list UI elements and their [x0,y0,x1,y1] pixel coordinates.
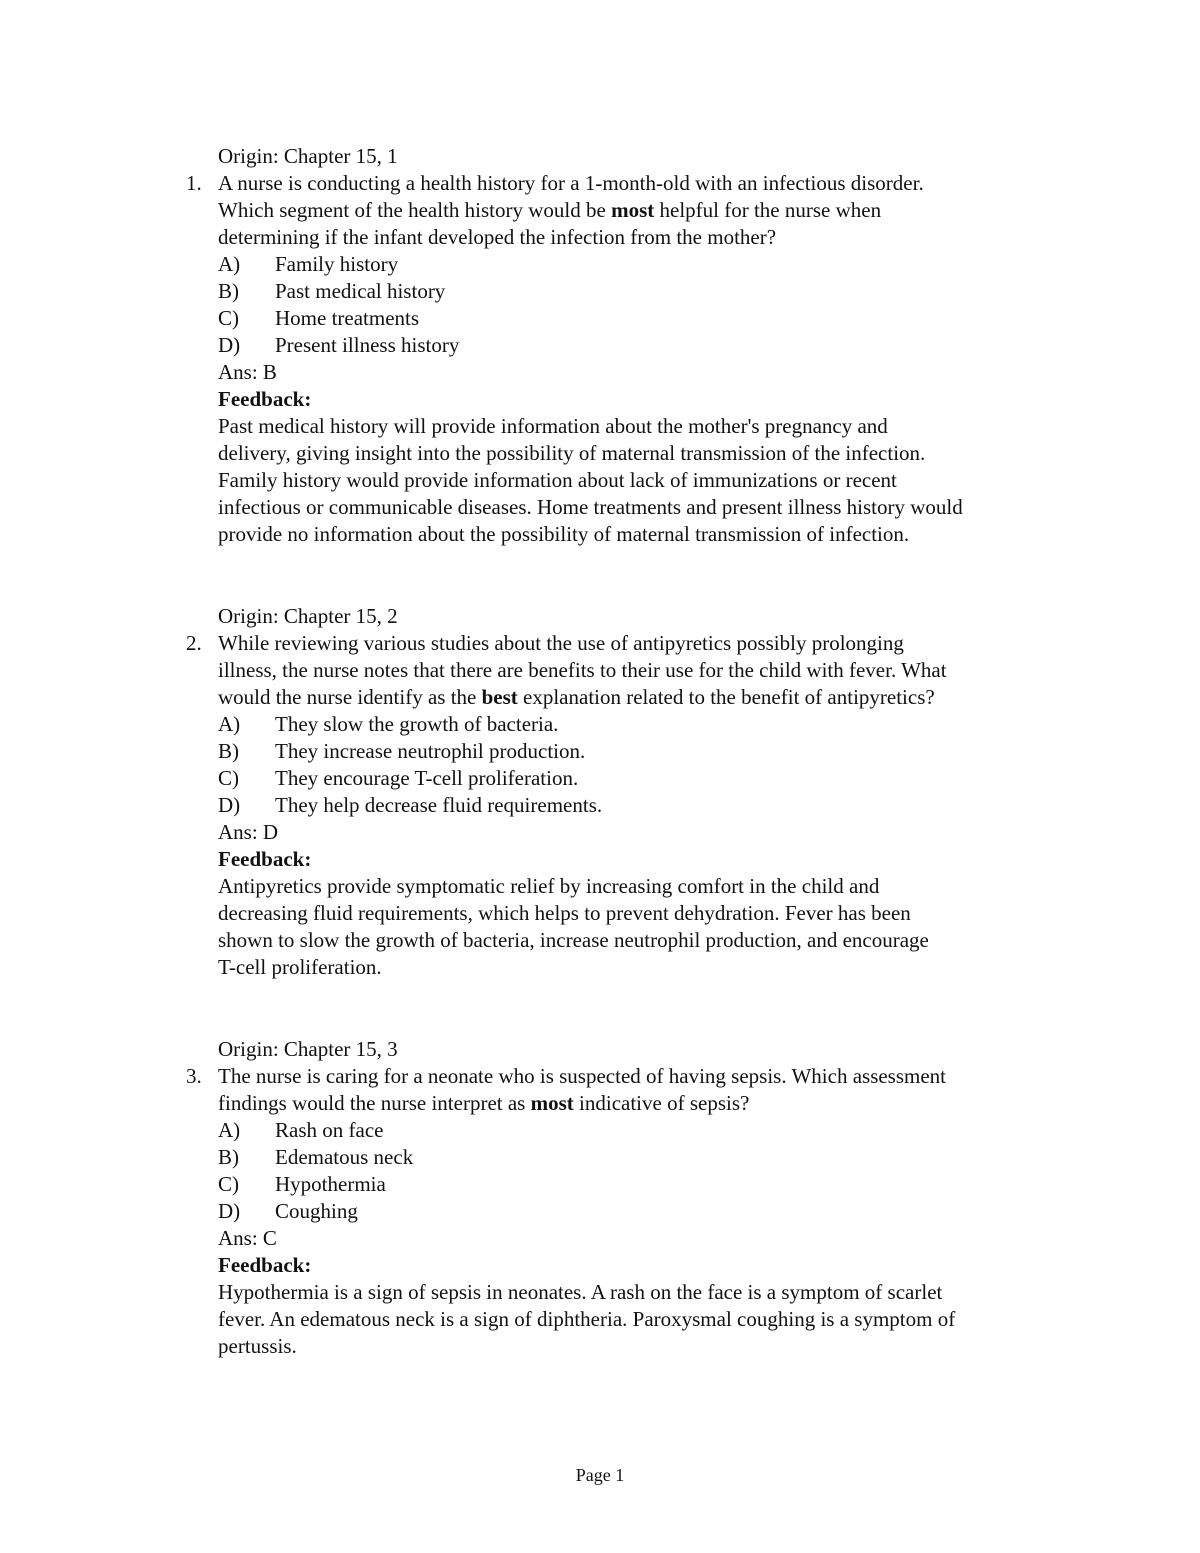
feedback-line: Family history would provide information about lack of immunizations or recent [218,468,897,492]
stem-line: The nurse is caring for a neonate who is suspected of having sepsis. Which assessment [218,1064,947,1088]
option-text: Home treatments [275,306,420,330]
feedback-label: Feedback: [218,387,312,411]
option-a [218,1117,1018,1144]
feedback-line: shown to slow the growth of bacteria, increase neutrophil production, and encourage [218,928,929,952]
option-d [218,1198,1018,1225]
option-letter: D) [218,793,241,817]
feedback-text [218,1279,1068,1360]
option-c [218,305,1018,332]
stem-line: Which segment of the health history would be most helpful for the nurse when [218,198,882,222]
option-b [218,1144,1018,1171]
answer-key: Ans: B [218,360,277,384]
question-origin: Origin: Chapter 15, 3 [218,1037,398,1061]
option-letter: A) [218,712,241,736]
stem-line: A nurse is conducting a health history for a 1-month-old with an infectious disorder. [218,171,924,195]
feedback-label: Feedback: [218,847,312,871]
option-text: Present illness history [275,333,460,357]
option-text: Past medical history [275,279,446,303]
option-letter: A) [218,252,241,276]
answer-key: Ans: D [218,820,279,844]
option-text: Coughing [275,1199,358,1223]
option-letter: B) [218,279,239,303]
option-c [218,1171,1018,1198]
option-letter: B) [218,1145,239,1169]
question-origin: Origin: Chapter 15, 1 [218,144,398,168]
option-letter: B) [218,739,239,763]
option-d [218,792,1018,819]
feedback-line: provide no information about the possibility of maternal transmission of infection. [218,522,910,546]
option-a [218,251,1018,278]
answer-options [218,251,1018,359]
option-c [218,765,1018,792]
feedback-line: decreasing fluid requirements, which helps to prevent dehydration. Fever has been [218,901,911,925]
question-stem [218,1063,1068,1117]
option-b [218,278,1018,305]
option-letter: D) [218,1199,241,1223]
feedback-line: Past medical history will provide information about the mother's pregnancy and [218,414,888,438]
feedback-line: delivery, giving insight into the possibility of maternal transmission of the infection. [218,441,926,465]
question-number: 3. [186,1064,202,1088]
option-a [218,711,1018,738]
option-text: Family history [275,252,399,276]
stem-line: determining if the infant developed the infection from the mother? [218,225,777,249]
feedback-line: fever. An edematous neck is a sign of diphtheria. Paroxysmal coughing is a symptom of [218,1307,956,1331]
option-b [218,738,1018,765]
option-text: They slow the growth of bacteria. [275,712,559,736]
question-number: 2. [186,631,202,655]
option-letter: C) [218,306,239,330]
option-text: Hypothermia [275,1172,386,1196]
emphasis-word: most [611,198,655,222]
option-letter: C) [218,1172,239,1196]
feedback-line: T-cell proliferation. [218,955,382,979]
answer-key: Ans: C [218,1226,277,1250]
option-letter: D) [218,333,241,357]
feedback-line: infectious or communicable diseases. Home treatments and present illness history would [218,495,963,519]
option-text: Edematous neck [275,1145,414,1169]
stem-line: illness, the nurse notes that there are benefits to their use for the child with fever. What [218,658,947,682]
option-letter: C) [218,766,239,790]
feedback-text [218,873,1068,981]
question-origin: Origin: Chapter 15, 2 [218,604,398,628]
option-text: They help decrease fluid requirements. [275,793,603,817]
option-letter: A) [218,1118,241,1142]
stem-line: would the nurse identify as the best explanation related to the benefit of antipyretics? [218,685,935,709]
emphasis-word: best [481,685,518,709]
answer-options [218,711,1018,819]
feedback-line: Hypothermia is a sign of sepsis in neonates. A rash on the face is a symptom of scarlet [218,1280,943,1304]
option-text: Rash on face [275,1118,384,1142]
option-text: They increase neutrophil production. [275,739,586,763]
feedback-line: pertussis. [218,1334,297,1358]
option-text: They encourage T-cell proliferation. [275,766,579,790]
page-number: Page 1 [575,1465,625,1485]
feedback-line: Antipyretics provide symptomatic relief by increasing comfort in the child and [218,874,880,898]
stem-line: While reviewing various studies about the use of antipyretics possibly prolonging [218,631,904,655]
emphasis-word: most [530,1091,574,1115]
question-number: 1. [186,171,202,195]
feedback-text [218,413,1068,548]
option-d [218,332,1018,359]
question-stem [218,630,1068,711]
answer-options [218,1117,1018,1225]
feedback-label: Feedback: [218,1253,312,1277]
stem-line: findings would the nurse interpret as most indicative of sepsis? [218,1091,750,1115]
question-stem [218,170,1068,251]
